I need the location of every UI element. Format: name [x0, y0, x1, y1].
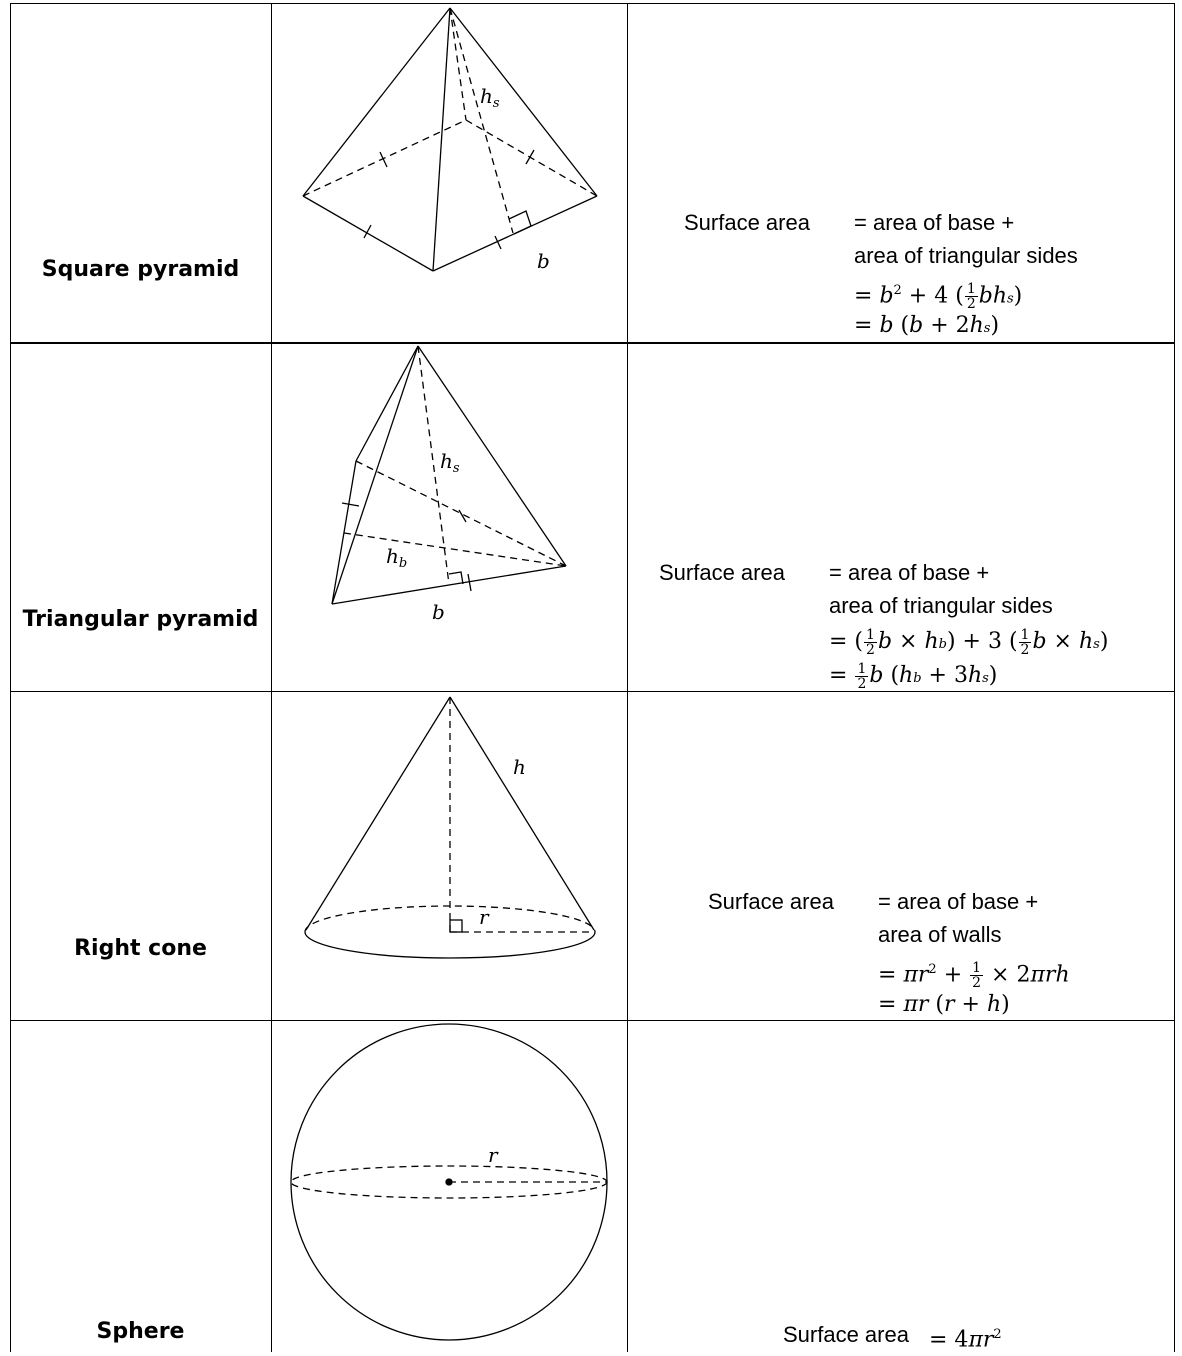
shape-name-square-pyramid: Square pyramid — [41, 257, 240, 282]
svg-text:h: h — [513, 755, 526, 779]
table-border-left — [10, 3, 11, 1352]
svg-text:r: r — [479, 905, 489, 929]
surface-area-label: Surface area — [659, 560, 785, 585]
surface-area-label: Surface area — [783, 1322, 909, 1347]
shape-name-triangular-pyramid: Triangular pyramid — [22, 607, 259, 632]
formula-line: = $\frac{1}{2}$ b (hb + 3hs) — [829, 660, 998, 692]
svg-text:b: b — [537, 249, 550, 273]
formula-line: = b (b + 2hs) — [854, 313, 1000, 338]
shape-name-right-cone: Right cone — [74, 936, 207, 961]
formula-line: = area of base + — [854, 210, 1015, 235]
formula-line: = area of base + — [878, 889, 1039, 914]
formula-line: = $b^2 + 4$ ( $\frac{1}{2}$ bhs) — [854, 281, 1023, 313]
shape-name-sphere: Sphere — [96, 1319, 185, 1344]
formula-line: = $4\pi r^2$ — [929, 1327, 1002, 1353]
formula-line: area of triangular sides — [854, 243, 1078, 268]
table-border-right — [1174, 3, 1175, 1352]
right-cone-diagram — [272, 692, 627, 1020]
surface-area-label: Surface area — [708, 889, 834, 914]
svg-text:r: r — [488, 1143, 498, 1167]
svg-text:hs: $h_s$ — [480, 84, 500, 111]
triangular-pyramid-diagram — [272, 344, 627, 691]
surface-area-label: Surface area — [684, 210, 810, 235]
svg-text:hs: $h_s$ — [440, 449, 460, 476]
formula-line: = $\pi r^2$ + $\frac{1}{2}$ × 2πrh — [878, 960, 1070, 992]
formula-line: area of walls — [878, 922, 1002, 947]
svg-text:b: b — [432, 600, 445, 624]
formula-line: = area of base + — [829, 560, 990, 585]
column-divider-2 — [627, 3, 628, 1352]
formula-line: = πr (r + h) — [878, 992, 1010, 1017]
formula-line: = ( $\frac{1}{2}$ b × hb) + 3 ( $\frac{1}{2}$ b × hs) — [829, 626, 1109, 658]
square-pyramid-diagram — [272, 0, 627, 342]
formula-line: area of triangular sides — [829, 593, 1053, 618]
svg-text:hb: $h_b$ — [386, 544, 408, 571]
sphere-diagram — [272, 1021, 627, 1352]
